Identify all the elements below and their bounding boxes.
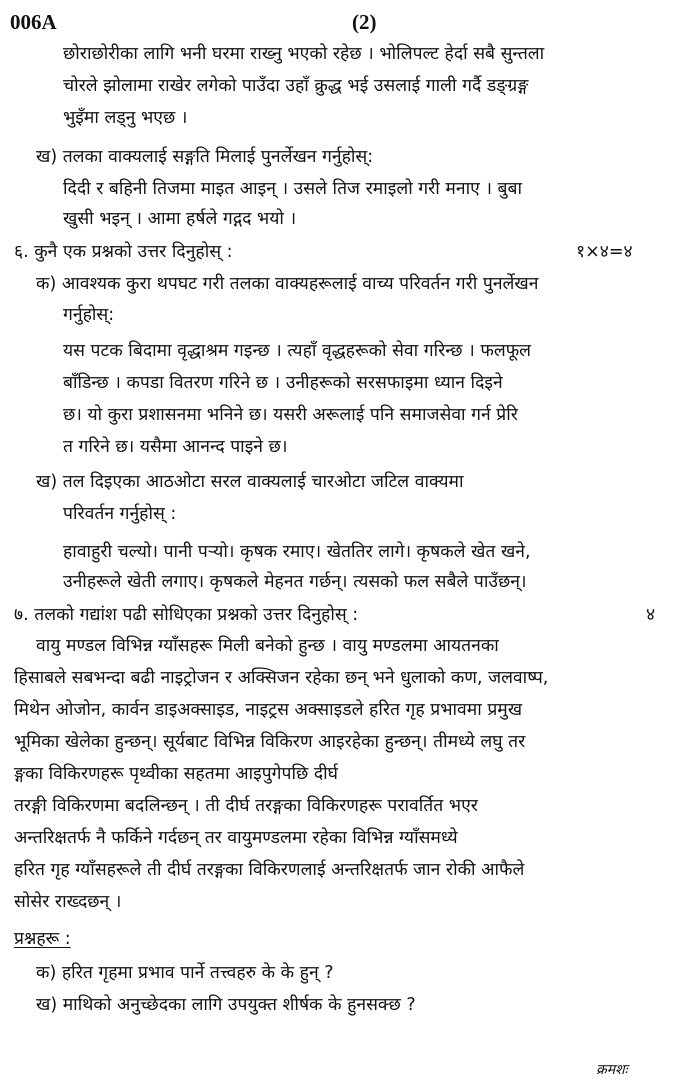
question-6ka-label: गर्नुहोस्:	[63, 305, 115, 325]
reading-passage-line: सोसेर राख्दछन् ।	[14, 892, 122, 912]
page-number: (2)	[352, 10, 377, 34]
question-6kha-line: उनीहरूले खेती लगाए। कृषकले मेहनत गर्छन्। त्यसको फल सबैले पाउँछन्।	[63, 572, 527, 592]
passage-line: भुइँमा लड्नु भएछ ।	[63, 108, 188, 128]
question-7-marks: ४	[646, 605, 656, 625]
question-6ka-label: क) आवश्यक कुरा थपघट गरी तलका वाक्यहरूलाई वाच्य परिवर्तन गरी पुनर्लेखन	[36, 274, 539, 294]
reading-passage-line: ङ्गका विकिरणहरू पृथ्वीका सहतमा आइपुगेपछि दीर्घ	[14, 764, 339, 784]
question-6-label: ६. कुनै एक प्रश्नको उत्तर दिनुहोस् :	[14, 242, 233, 262]
question-6-marks: १×४=४	[576, 242, 633, 262]
continued-note: क्रमशः	[596, 1062, 628, 1078]
reading-passage-line: तरङ्गी विकिरणमा बदलिन्छन् । ती दीर्घ तरङ्गका विकिरणहरू परावर्तित भएर	[14, 796, 478, 816]
question-5kha-line: खुसी भइन् । आमा हर्षले गद्गद भयो ।	[63, 209, 297, 229]
question-6ka-line: छ। यो कुरा प्रशासनमा भनिने छ। यसरी अरूलाई पनि समाजसेवा गर्न प्रेरि	[63, 405, 518, 425]
reading-passage-line: हरित गृह ग्याँसहरूले ती दीर्घ तरङ्गका विकिरणलाई अन्तरिक्षतर्फ जान रोकी आफैले	[14, 860, 525, 880]
reading-passage-line: मिथेन ओजोन, कार्वन डाइअक्साइड, नाइट्रस अक्साइडले हरित गृह प्रभावमा प्रमुख	[14, 700, 523, 720]
question-6kha-label: ख) तल दिइएका आठओटा सरल वाक्यलाई चारओटा जटिल वाक्यमा	[36, 472, 464, 492]
passage-line: छोराछोरीका लागि भनी घरमा राख्नु भएको रहेछ । भोलिपल्ट हेर्दा सबै सुन्तला	[63, 44, 545, 64]
paper-code: 006A	[10, 10, 57, 34]
question-6kha-label: परिवर्तन गर्नुहोस् :	[63, 504, 177, 524]
passage-line: चोरले झोलामा राखेर लगेको पाउँदा उहाँ क्रुद्ध भई उसलाई गाली गर्दै डङ्ग्रङ्ग	[63, 76, 529, 96]
question-7kha: ख) माथिको अनुच्छेदका लागि उपयुक्त शीर्षक के हुनसक्छ ?	[36, 995, 416, 1015]
reading-passage-line: वायु मण्डल विभिन्न ग्याँसहरू मिली बनेको हुन्छ । वायु मण्डलमा आयतनका	[36, 636, 499, 656]
reading-passage-line: भूमिका खेलेका हुन्छन्। सूर्यबाट विभिन्न विकिरण आइरहेका हुन्छन्। तीमध्ये लघु तर	[14, 732, 526, 752]
question-7-label: ७. तलको गद्यांश पढी सोधिएका प्रश्नको उत्तर दिनुहोस् :	[14, 605, 359, 625]
reading-passage-line: अन्तरिक्षतर्फ नै फर्किने गर्दछन् तर वायुमण्डलमा रहेका विभिन्न ग्याँसमध्ये	[14, 828, 458, 848]
question-6ka-line: बाँडिन्छ । कपडा वितरण गरिने छ । उनीहरूको सरसफाइमा ध्यान दिइने	[63, 373, 503, 393]
question-5kha-label: ख) तलका वाक्यलाई सङ्गति मिलाई पुनर्लेखन गर्नुहोस्:	[36, 147, 374, 167]
question-6ka-line: त गरिने छ। यसैमा आनन्द पाइने छ।	[63, 437, 288, 457]
question-7ka: क) हरित गृहमा प्रभाव पार्ने तत्त्वहरु के के हुन् ?	[36, 963, 334, 983]
questions-heading: प्रश्नहरू :	[14, 929, 71, 949]
reading-passage-line: हिसाबले सबभन्दा बढी नाइट्रोजन र अक्सिजन रहेका छन् भने धुलाको कण, जलवाष्प,	[14, 668, 549, 688]
question-6ka-line: यस पटक बिदामा वृद्धाश्रम गइन्छ । त्यहाँ वृद्धहरूको सेवा गरिन्छ । फलफूल	[63, 341, 532, 361]
question-5kha-line: दिदी र बहिनी तिजमा माइत आइन् । उसले तिज रमाइलो गरी मनाए । बुबा	[63, 179, 523, 199]
question-6kha-line: हावाहुरी चल्यो। पानी पर्‍यो। कृषक रमाए। खेततिर लागे। कृषकले खेत खने,	[63, 542, 531, 562]
